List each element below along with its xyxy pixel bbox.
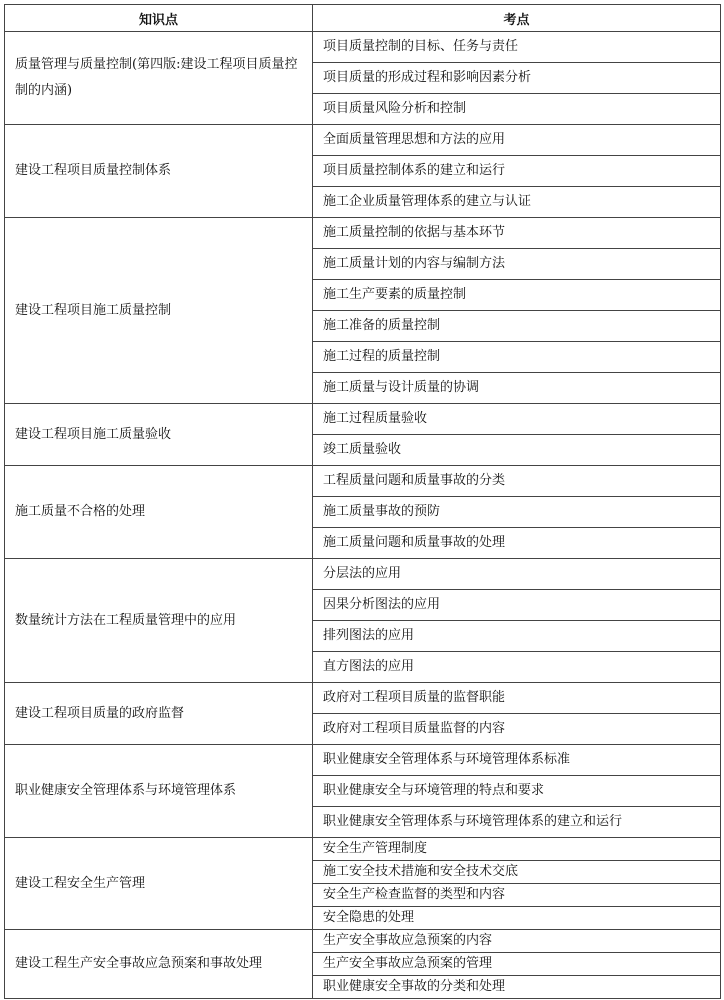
exam-point: 施工生产要素的质量控制 (313, 280, 721, 311)
table-row (5, 559, 721, 590)
exam-point: 施工质量计划的内容与编制方法 (313, 249, 721, 280)
table-row (5, 683, 721, 714)
knowledge-point: 建设工程项目施工质量验收 (5, 404, 313, 466)
exam-point: 施工过程的质量控制 (313, 342, 721, 373)
table-row (5, 930, 721, 953)
exam-point: 生产安全事故应急预案的内容 (313, 930, 721, 953)
knowledge-point: 建设工程安全生产管理 (5, 838, 313, 930)
exam-point: 项目质量的形成过程和影响因素分析 (313, 63, 721, 94)
knowledge-point: 数量统计方法在工程质量管理中的应用 (5, 559, 313, 683)
exam-point: 直方图法的应用 (313, 652, 721, 683)
knowledge-table (4, 4, 721, 999)
knowledge-point: 质量管理与质量控制(第四版:建设工程项目质量控制的内涵) (5, 32, 313, 125)
exam-point: 职业健康安全管理体系与环境管理体系标准 (313, 745, 721, 776)
exam-point: 职业健康安全与环境管理的特点和要求 (313, 776, 721, 807)
exam-point: 政府对工程项目质量监督的内容 (313, 714, 721, 745)
table-row (5, 404, 721, 435)
exam-point: 安全生产检查监督的类型和内容 (313, 884, 721, 907)
exam-point: 安全生产管理制度 (313, 838, 721, 861)
exam-point: 项目质量风险分析和控制 (313, 94, 721, 125)
table-row (5, 218, 721, 249)
knowledge-point: 职业健康安全管理体系与环境管理体系 (5, 745, 313, 838)
exam-point: 排列图法的应用 (313, 621, 721, 652)
header-row (5, 5, 721, 32)
knowledge-point: 建设工程项目质量控制体系 (5, 125, 313, 218)
exam-point: 职业健康安全事故的分类和处理 (313, 976, 721, 999)
knowledge-point: 建设工程生产安全事故应急预案和事故处理 (5, 930, 313, 999)
exam-point: 施工安全技术措施和安全技术交底 (313, 861, 721, 884)
table-row (5, 466, 721, 497)
exam-point: 竣工质量验收 (313, 435, 721, 466)
table-body (5, 32, 721, 999)
exam-point: 项目质量控制体系的建立和运行 (313, 156, 721, 187)
exam-point: 政府对工程项目质量的监督职能 (313, 683, 721, 714)
exam-point: 因果分析图法的应用 (313, 590, 721, 621)
exam-point: 施工质量问题和质量事故的处理 (313, 528, 721, 559)
table-row (5, 32, 721, 63)
exam-point: 职业健康安全管理体系与环境管理体系的建立和运行 (313, 807, 721, 838)
exam-point: 工程质量问题和质量事故的分类 (313, 466, 721, 497)
exam-point: 施工质量控制的依据与基本环节 (313, 218, 721, 249)
exam-point: 施工质量事故的预防 (313, 497, 721, 528)
table-row (5, 125, 721, 156)
table-row (5, 838, 721, 861)
exam-point: 施工企业质量管理体系的建立与认证 (313, 187, 721, 218)
header-knowledge: 知识点 (5, 5, 313, 32)
exam-point: 安全隐患的处理 (313, 907, 721, 930)
exam-point: 施工过程质量验收 (313, 404, 721, 435)
table-row (5, 745, 721, 776)
exam-point: 分层法的应用 (313, 559, 721, 590)
exam-point: 生产安全事故应急预案的管理 (313, 953, 721, 976)
exam-point: 项目质量控制的目标、任务与责任 (313, 32, 721, 63)
exam-point: 全面质量管理思想和方法的应用 (313, 125, 721, 156)
knowledge-point: 施工质量不合格的处理 (5, 466, 313, 559)
header-exam-point: 考点 (313, 5, 721, 32)
exam-point: 施工准备的质量控制 (313, 311, 721, 342)
exam-point: 施工质量与设计质量的协调 (313, 373, 721, 404)
knowledge-point: 建设工程项目质量的政府监督 (5, 683, 313, 745)
knowledge-point: 建设工程项目施工质量控制 (5, 218, 313, 404)
